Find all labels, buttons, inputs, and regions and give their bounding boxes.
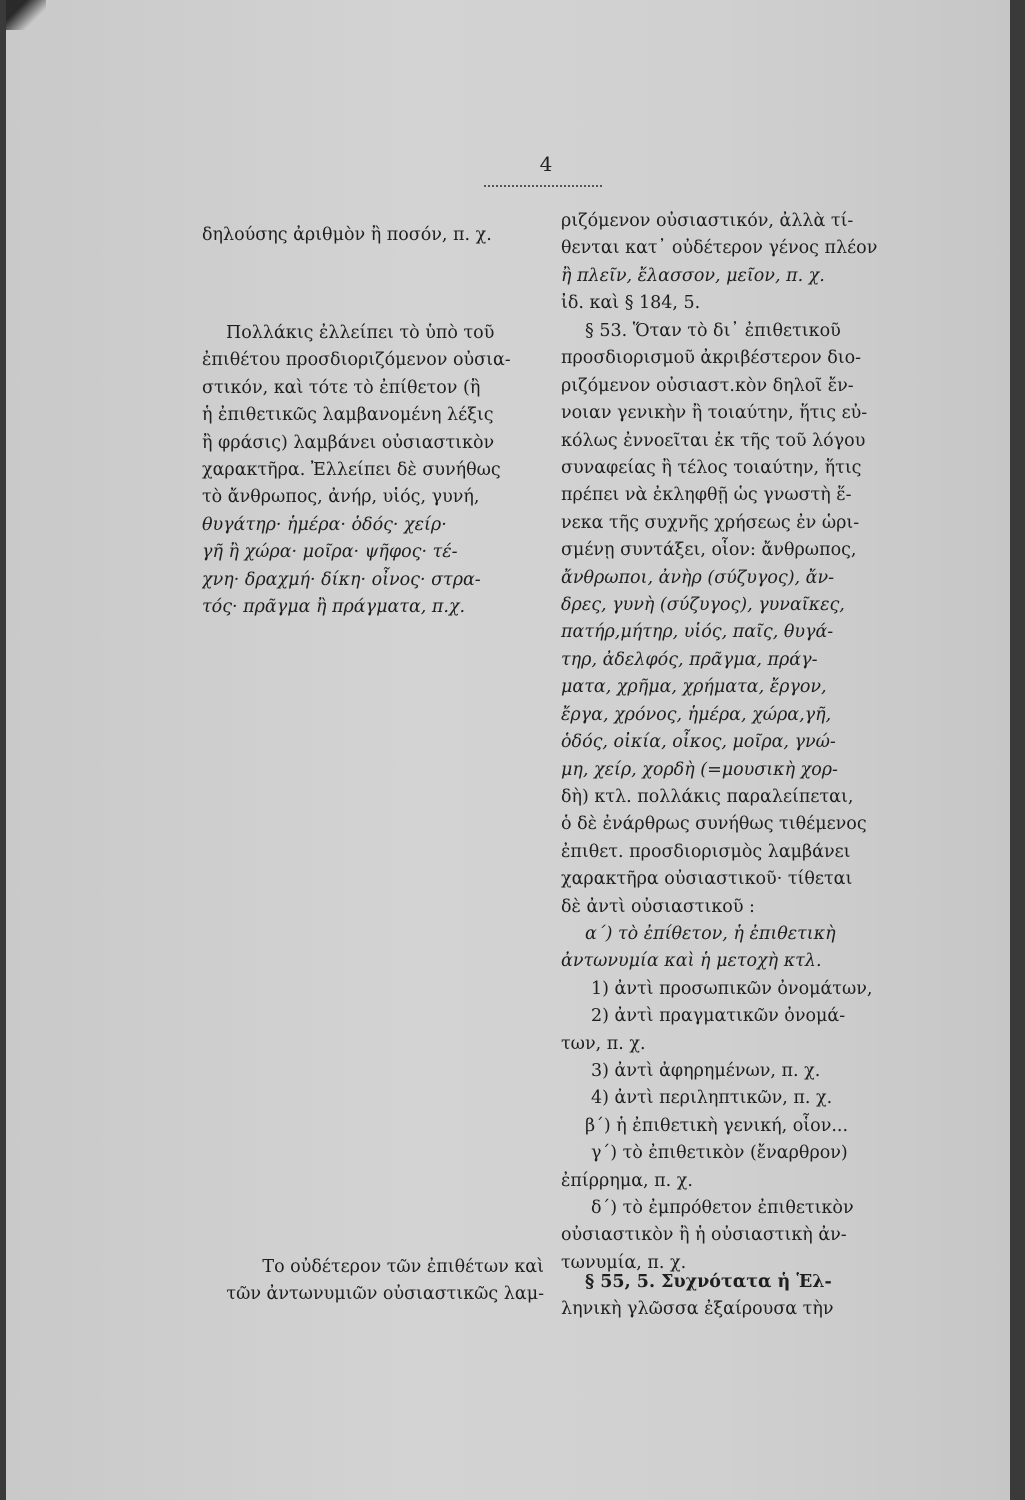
text-line: προσδιορισμοῦ ἀκριβέστερον διο-: [561, 348, 862, 369]
text-line: σμένῃ συντάξει, οἷον: ἄνθρωπος,: [561, 540, 857, 561]
page-number: 4: [539, 152, 553, 176]
text-line: δὴ) κτλ. πολλάκις παραλείπεται,: [561, 786, 854, 807]
text-line: πρέπει νὰ ἐκληφθῇ ὡς γνωστὴ ἕ-: [561, 485, 852, 506]
list-item: α΄) τὸ ἐπίθετον, ἡ ἐπιθετικὴ: [585, 924, 836, 944]
list-item: τωνυμία, π. χ.: [561, 1252, 687, 1273]
text-line: ριζόμενον οὐσιαστικόν, ἀλλὰ τί-: [561, 211, 854, 231]
text-line: ἢ φράσις) λαμβάνει οὐσιαστικὸν: [202, 432, 495, 453]
text-line: τηρ, ἀδελφός, πρᾶγμα, πράγ-: [561, 649, 818, 670]
list-item: γ΄) τὸ ἐπιθετικὸν (ἔναρθρον): [591, 1143, 848, 1164]
text-line: ἔργα, χρόνος, ἡμέρα, χώρα,γῆ,: [561, 704, 832, 725]
list-item: δ΄) τὸ ἐμπρόθετον ἐπιθετικὸν: [591, 1198, 854, 1219]
text-line: ἄνθρωποι, ἀνὴρ (σύζυγος), ἄν-: [561, 567, 835, 588]
scan-shadow: [6, 0, 46, 30]
text-line: στικόν, καὶ τότε τὸ ἐπίθετον (ἢ: [202, 377, 481, 398]
text-line: Πολλάκις ἐλλείπει τὸ ὑπὸ τοῦ: [226, 323, 495, 343]
text-line: δηλούσης ἀριθμὸν ἢ ποσόν, π. χ.: [202, 225, 492, 245]
text-line: νοιαν γενικὴν ἢ τοιαύτην, ἥτις εὐ-: [561, 403, 868, 424]
text-line: τός· πρᾶγμα ἢ πράγματα, π.χ.: [202, 597, 466, 618]
text-line: κόλως ἐννοεῖται ἐκ τῆς τοῦ λόγου: [561, 430, 866, 451]
text-line: ὁδός, οἰκία, οἶκος, μοῖρα, γνώ-: [561, 732, 836, 753]
list-item: 4) ἀντὶ περιληπτικῶν, π. χ.: [591, 1088, 833, 1109]
text-line: χαρακτῆρα οὐσιαστικοῦ· τίθεται: [561, 869, 853, 890]
text-line: ἐπιθετ. προσδιορισμὸς λαμβάνει: [561, 841, 851, 862]
text-line: ἐπιθέτου προσδιοριζόμενον οὐσια-: [202, 350, 511, 371]
left-column-paragraph-1: [202, 320, 544, 621]
text-line: ὁ δὲ ἐνάρθρως συνήθως τιθέμενος: [561, 814, 867, 835]
text-line: δρες, γυνὴ (σύζυγος), γυναῖκες,: [561, 595, 845, 616]
text-line: νεκα τῆς συχνῆς χρήσεως ἐν ὡρι-: [561, 512, 860, 533]
text-line: ἡ ἐπιθετικῶς λαμβανομένη λέξις: [202, 405, 494, 426]
left-column-top: [202, 222, 544, 249]
document-page: [6, 0, 1018, 1500]
section-heading-line: § 53. Ὅταν τὸ δι᾽ ἐπιθετικοῦ: [585, 321, 841, 341]
page-number-rule: [484, 183, 602, 187]
left-column-paragraph-2: [202, 1254, 544, 1309]
text-line: πατήρ,μήτηρ, υἱός, παῖς, θυγά-: [561, 622, 834, 643]
text-line: γῆ ἢ χώρα· μοῖρα· ψῆφος· τέ-: [202, 542, 458, 563]
text-line: συναφείας ἢ τέλος τοιαύτην, ἥτις: [561, 458, 862, 479]
text-line: ριζόμενον οὐσιαστ.κὸν δηλοῖ ἔν-: [561, 375, 854, 396]
text-line: χαρακτῆρα. Ἐλλείπει δὲ συνήθως: [202, 460, 501, 481]
text-line: ἰδ. καὶ § 184, 5.: [561, 293, 701, 314]
section-heading-line: § 55, 5. Συχνότατα ἡ Ἑλ-: [585, 1272, 832, 1292]
list-item: 2) ἀντὶ πραγματικῶν ὀνομά-: [591, 1006, 846, 1027]
text-line: μη, χείρ, χορδὴ (=μουσικὴ χορ-: [561, 759, 838, 780]
section-53: [561, 318, 901, 921]
list-item: 3) ἀντὶ ἀφηρημένων, π. χ.: [591, 1061, 821, 1082]
text-line: θενται κατ᾽ οὐδέτερον γένος πλέον: [561, 238, 878, 259]
text-line: θυγάτηρ· ἡμέρα· ὁδός· χείρ·: [202, 514, 447, 535]
text-line: Το οὐδέτερον τῶν ἐπιθέτων καὶ: [262, 1257, 544, 1277]
list-item: 1) ἀντὶ προσωπικῶν ὀνομάτων,: [591, 978, 873, 999]
list-item: ἐπίρρημα, π. χ.: [561, 1170, 693, 1191]
scan-edge: [1010, 0, 1018, 1500]
text-line: ἢ πλεῖν, ἔλασσον, μεῖον, π. χ.: [561, 265, 825, 286]
list-item: ἀντωνυμία καὶ ἡ μετοχὴ κτλ.: [561, 951, 822, 972]
section-55: [561, 1269, 901, 1324]
list-item: β΄) ἡ ἐπιθετικὴ γενική, οἷον...: [585, 1115, 849, 1136]
list-item: των, π. χ.: [561, 1033, 646, 1054]
text-line: ματα, χρῆμα, χρήματα, ἔργον,: [561, 677, 827, 698]
text-line: ληνικὴ γλῶσσα ἐξαίρουσα τὴν: [561, 1299, 834, 1320]
text-line: χνη· δραχμή· δίκη· οἶνος· στρα-: [202, 569, 481, 590]
right-column-top: [561, 208, 901, 318]
text-line: τῶν ἀντωνυμιῶν οὐσιαστικῶς λαμ-: [226, 1284, 544, 1305]
text-line: τὸ ἄνθρωπος, ἀνήρ, υἱός, γυνή,: [202, 487, 480, 508]
text-line: δὲ ἀντὶ οὐσιαστικοῦ :: [561, 896, 755, 917]
section-53-list: [561, 921, 901, 1277]
list-item: οὐσιαστικὸν ἢ ἡ οὐσιαστικὴ ἀν-: [561, 1225, 847, 1246]
